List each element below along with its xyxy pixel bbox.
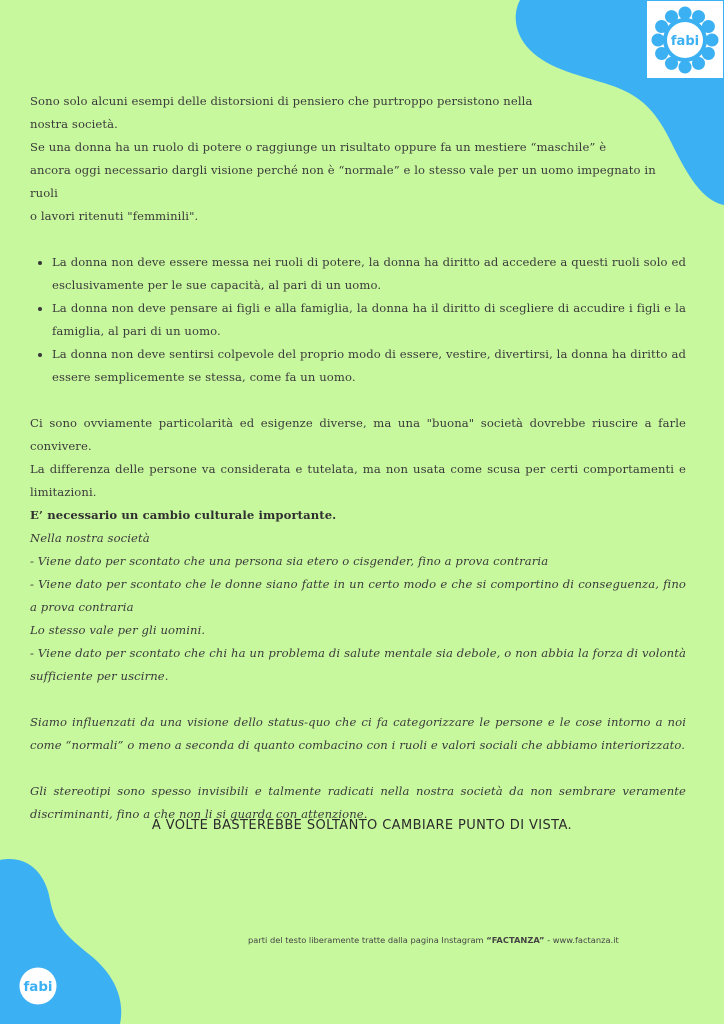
paragraph-difference: La differenza delle persone va considerata e tutelata, ma non usata come scusa per certi comportamenti e limitazioni. xyxy=(30,462,686,499)
italic-line: - Viene dato per scontato che le donne siano fatte in un certo modo e che si comportino di conseguenza, fino a prova contraria xyxy=(30,577,686,614)
intro-line-1: Sono solo alcuni esempi delle distorsioni di pensiero che purtroppo persistono nella xyxy=(30,94,533,108)
bold-statement: E’ necessario un cambio culturale importante. xyxy=(30,508,337,522)
intro-line-2: nostra società. xyxy=(30,117,118,131)
paragraph-coexistence: Ci sono ovviamente particolarità ed esigenze diverse, ma una "buona" società dovrebbe riuscire a farle convivere. xyxy=(30,416,686,453)
list-item: • La donna non deve essere messa nei ruoli di potere, la donna ha diritto ad accedere a questi ruoli solo ed esclusivamente per le sue capacità, al pari di un uomo. xyxy=(52,251,686,297)
logo-text: fabi xyxy=(23,979,53,995)
italic-line: - Viene dato per scontato che chi ha un problema di salute mentale sia debole, o non abbia la forza di volontà sufficiente per uscirne. xyxy=(30,646,686,683)
intro-line-5: o lavori ritenuti "femminili". xyxy=(30,209,199,223)
document-body xyxy=(30,90,686,826)
list-item: • La donna non deve sentirsi colpevole del proprio modo di essere, vestire, divertirsi, la donna ha diritto ad essere semplicemente se stessa, come fa un uomo. xyxy=(52,343,686,389)
italic-line: Nella nostra società xyxy=(30,531,150,545)
source-credit xyxy=(248,935,619,945)
fabi-logo-top xyxy=(647,1,723,78)
credit-suffix: - www.factanza.it xyxy=(544,935,619,945)
flower-logo-icon xyxy=(2,950,74,1022)
italic-paragraph-stereotypes: Gli stereotipi sono spesso invisibili e talmente radicati nella nostra società da non sembrare veramente discriminanti, fino a che non li si guarda con attenzione. xyxy=(30,784,686,821)
flower-logo-icon xyxy=(650,5,720,75)
intro-line-4: ancora oggi necessario dargli visione perché non è “normale” e lo stesso vale per un uomo impegnato in ruoli xyxy=(30,163,656,200)
credit-prefix: parti del testo liberamente tratte dalla pagina Instagram xyxy=(248,935,487,945)
credit-source: “FACTANZA” xyxy=(486,935,545,945)
logo-text: fabi xyxy=(670,33,700,49)
italic-line: Lo stesso vale per gli uomini. xyxy=(30,623,206,637)
list-item: • La donna non deve pensare ai figli e alla famiglia, la donna ha il diritto di scegliere di accudire i figli e la famiglia, al pari di un uomo. xyxy=(52,297,686,343)
italic-line: - Viene dato per scontato che una persona sia etero o cisgender, fino a prova contraria xyxy=(30,554,549,568)
italic-paragraph-status-quo: Siamo influenzati da una visione dello status-quo che ci fa categorizzare le persone e le cose intorno a noi come “normali” o meno a seconda di quanto combacino con i ruoli e valori sociali che abbiamo interiorizzato. xyxy=(30,715,686,752)
intro-line-3: Se una donna ha un ruolo di potere o raggiunge un risultato oppure fa un mestiere “maschile” è xyxy=(30,140,607,154)
bullet-list xyxy=(30,251,686,389)
closing-headline: A VOLTE BASTEREBBE SOLTANTO CAMBIARE PUNTO DI VISTA. xyxy=(151,818,573,833)
fabi-logo-bottom xyxy=(0,947,76,1024)
